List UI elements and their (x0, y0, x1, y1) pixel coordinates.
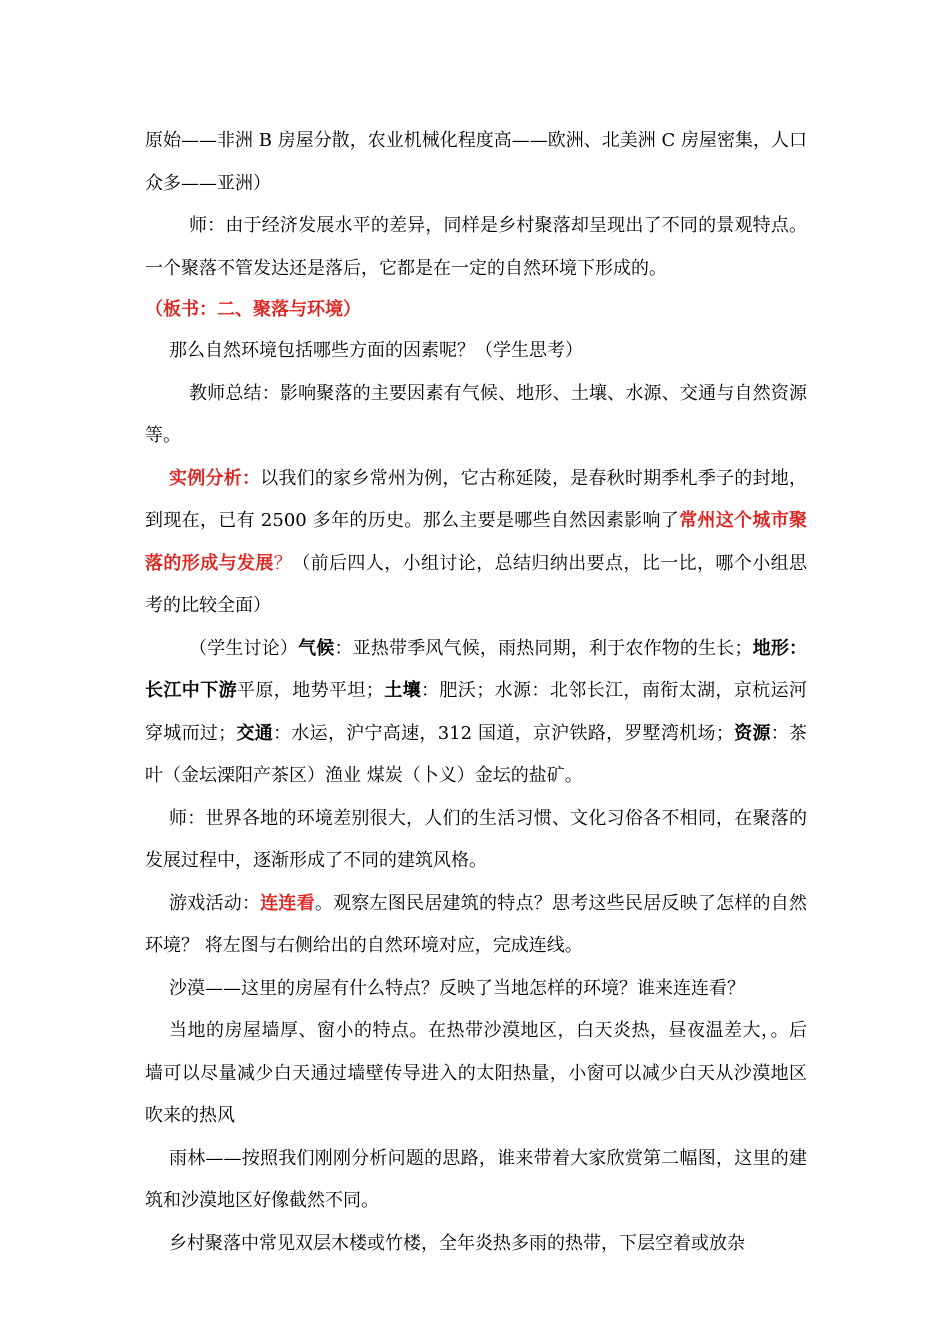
paragraph-desert-answer: 当地的房屋墙厚、窗小的特点。在热带沙漠地区，白天炎热，昼夜温差大，。后墙可以尽量减少白天通过墙壁传导进入的太阳热量，小窗可以减少白天从沙漠地区吹来的热风 (145, 1020, 807, 1126)
case-analysis-highlight: 常州这个城市聚落的形成与发展 (145, 510, 808, 574)
text-transport: ：水运，沪宁高速，312 国道，京沪铁路，罗墅湾机场； (273, 722, 734, 744)
paragraph-desert-question: 沙漠——这里的房屋有什么特点？反映了当地怎样的环境？谁来连连看？ (169, 977, 745, 999)
text-soil-water: ：肥沃；水源：北邻长江，南衔太湖，京杭运河穿城而过； (145, 680, 808, 744)
paragraph-rainforest-answer: 乡村聚落中常见双层木楼或竹楼，全年炎热多雨的热带，下层空着或放杂 (169, 1232, 745, 1254)
label-transport: 交通 (236, 722, 274, 744)
paragraph-rainforest-question: 雨林——按照我们刚刚分析问题的思路，谁来带着大家欣赏第二幅图，这里的建筑和沙漠地区好像截然不同。 (145, 1147, 807, 1211)
paragraph-settlement-types: 原始——非洲 B 房屋分散，农业机械化程度高——欧洲、北美洲 C 房屋密集，人口众多——亚洲） (145, 130, 807, 194)
game-activity-highlight: 连连看 (260, 892, 315, 914)
paragraph-teacher-architecture: 师：世界各地的环境差别很大，人们的生活习惯、文化习俗各不相同，在聚落的发展过程中，逐渐形成了不同的建筑风格。 (145, 807, 807, 871)
case-analysis-instruction: （前后四人，小组讨论，总结归纳出要点，比一比，哪个小组思考的比较全面） (145, 552, 808, 616)
paragraph-student-discussion (145, 628, 807, 798)
paragraph-teacher-economy: 师：由于经济发展水平的差异，同样是乡村聚落却呈现出了不同的景观特点。一个聚落不管发达还是落后，它都是在一定的自然环境下形成的。 (145, 215, 807, 279)
label-climate: 气候 (298, 637, 335, 659)
game-activity-lead: 游戏活动： (169, 892, 261, 914)
text-climate: ：亚热带季风气候，雨热同期，利于农作物的生长； (334, 637, 753, 659)
label-terrain: 地形：长江中下游 (145, 637, 808, 701)
paragraph-teacher-summary: 教师总结：影响聚落的主要因素有气候、地形、土壤、水源、交通与自然资源等。 (145, 382, 807, 446)
document-body (145, 120, 807, 1265)
text-resource: ：茶叶（金坛溧阳产茶区）渔业 煤炭（卜义）金坛的盐矿。 (145, 722, 808, 786)
case-analysis-text: 以我们的家乡常州为例，它古称延陵，是春秋时期季札季子的封地，到现在，已有 2500 多年的历史。那么主要是哪些自然因素影响了 (145, 467, 808, 531)
case-analysis-question-mark: ？ (273, 552, 293, 574)
case-analysis-label: 实例分析： (169, 467, 261, 489)
game-activity-text: 。观察左图民居建筑的特点？思考这些民居反映了怎样的自然环境？ 将左图与右侧给出的自然环境对应，完成连线。 (145, 892, 808, 956)
label-resource: 资源 (733, 722, 771, 744)
text-terrain: 平原，地势平坦； (237, 680, 384, 701)
paragraph-game-activity (145, 883, 807, 968)
discussion-intro: （学生讨论） (189, 637, 299, 659)
label-soil: 土壤 (383, 680, 422, 701)
board-note-heading: （板书：二、聚落与环境） (145, 299, 361, 320)
paragraph-question-environment: 那么自然环境包括哪些方面的因素呢？（学生思考） (169, 340, 583, 361)
paragraph-case-analysis (145, 458, 807, 628)
